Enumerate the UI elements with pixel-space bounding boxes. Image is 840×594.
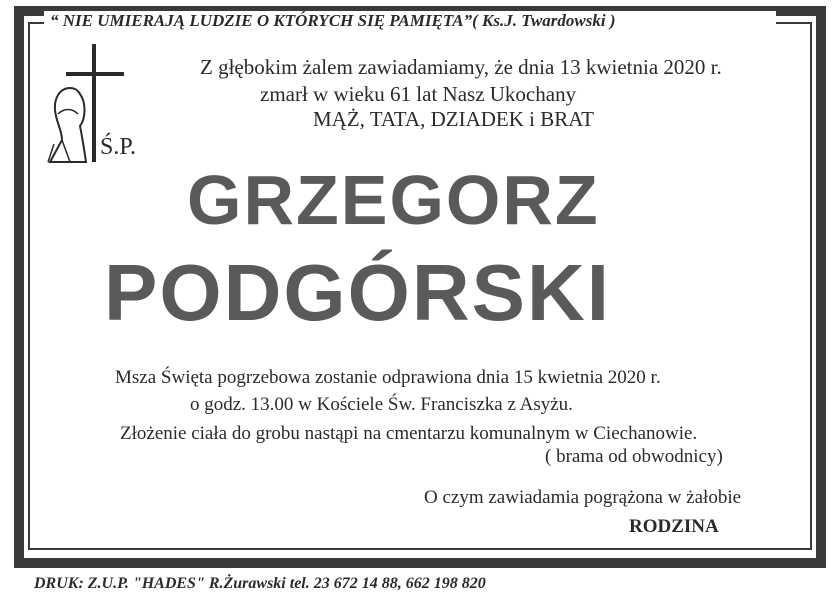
printer-footer: DRUK: Z.U.P. "HADES" R.Żurawski tel. 23 672 14 88, 662 198 820 — [34, 575, 486, 592]
funeral-line-4: ( brama od obwodnicy) — [545, 446, 723, 467]
funeral-line-3: Złożenie ciała do grobu nastąpi na cmentarzu komunalnym w Ciechanowie. — [120, 423, 698, 444]
funeral-line-1: Msza Święta pogrzebowa zostanie odprawiona dnia 15 kwietnia 2020 r. — [115, 367, 661, 388]
intro-line-1: Z głębokim żalem zawiadamiamy, że dnia 13 kwietnia 2020 r. — [200, 55, 722, 79]
closing-line: O czym zawiadamia pogrążona w żałobie — [424, 487, 742, 508]
first-name: GRZEGORZ — [187, 161, 600, 239]
funeral-line-2: o godz. 13.00 w Kościele Św. Franciszka z Asyżu. — [190, 394, 573, 415]
last-name: PODGÓRSKI — [104, 248, 611, 337]
motto-quote: “ NIE UMIERAJĄ LUDZIE O KTÓRYCH SIĘ PAMIĘTA”( Ks.J. Twardowski ) — [44, 11, 776, 31]
intro-line-3: MĄŻ, TATA, DZIADEK i BRAT — [313, 107, 594, 131]
intro-line-2: zmarł w wieku 61 lat Nasz Ukochany — [260, 82, 577, 106]
signature: RODZINA — [629, 516, 719, 537]
sp-abbreviation: Ś.P. — [100, 134, 137, 160]
